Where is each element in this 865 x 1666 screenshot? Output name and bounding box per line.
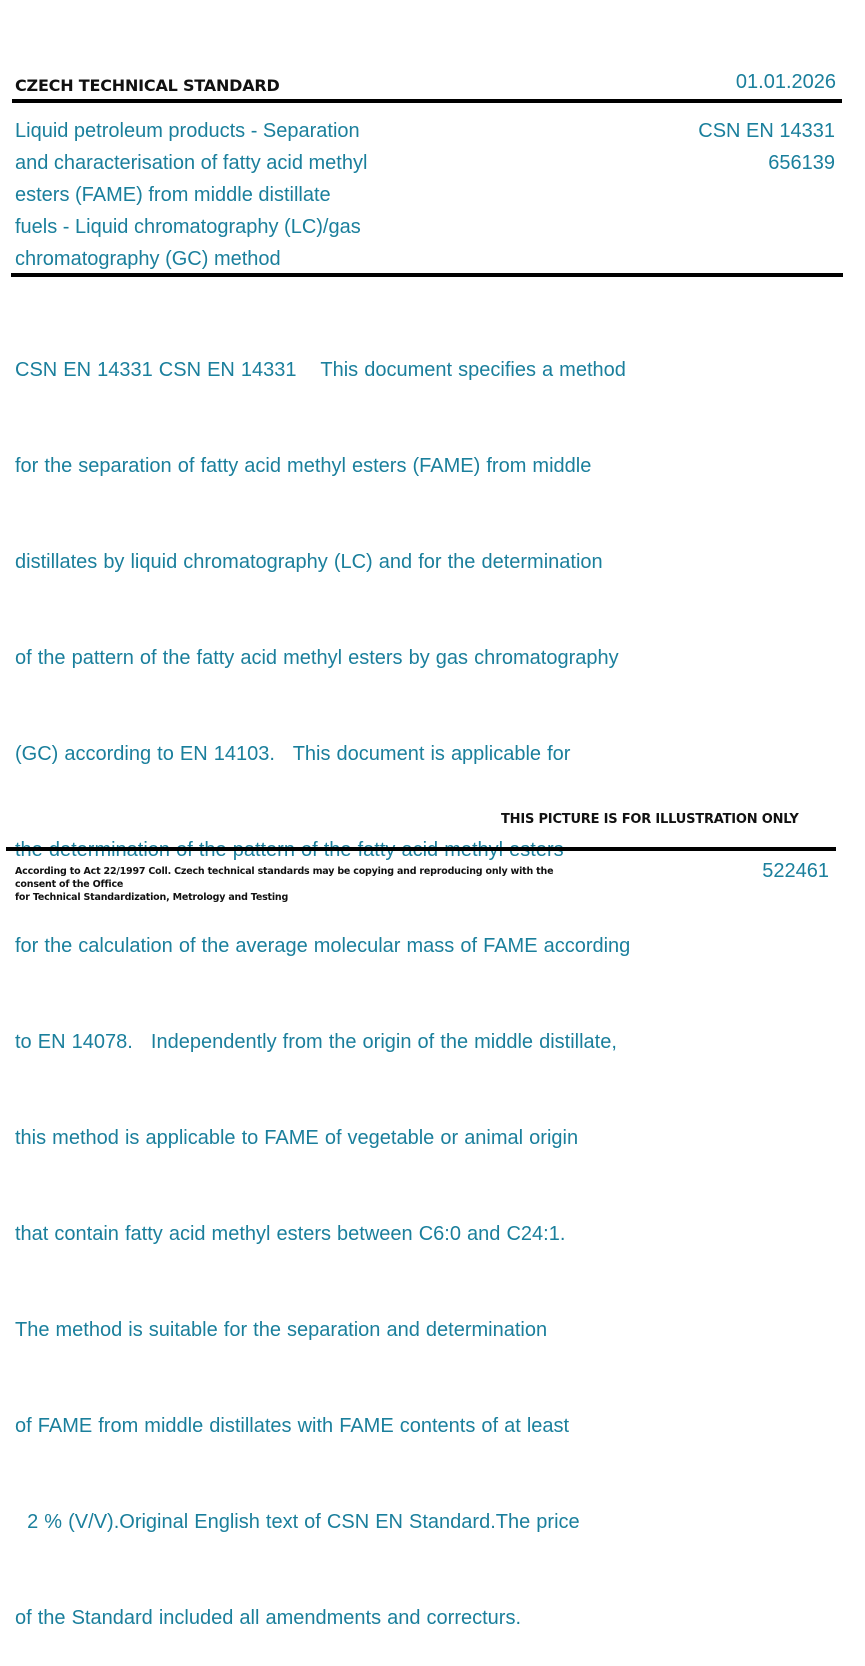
abstract-line: of FAME from middle distillates with FAME contents of at least [15, 1415, 570, 1437]
abstract-line: of the pattern of the fatty acid methyl esters by gas chromatography [15, 647, 619, 669]
abstract-line: The method is suitable for the separation and determination [15, 1319, 548, 1341]
issue-date: 01.01.2026 [735, 71, 836, 93]
standard-type-label: CZECH TECHNICAL STANDARD [15, 76, 280, 95]
abstract-line: CSN EN 14331 CSN EN 14331 This document specifies a method [15, 359, 626, 381]
abstract-text [15, 290, 680, 1666]
legal-line: for Technical Standardization, Metrology and Testing [15, 892, 289, 903]
legal-line: According to Act 22/1997 Coll. Czech technical standards may be copying and reproducing only with the consent of the Office [15, 866, 554, 890]
abstract-line: to EN 14078. Independently from the origin of the middle distillate, [15, 1031, 617, 1053]
abstract-line: for the calculation of the average molecular mass of FAME according [15, 935, 631, 957]
standard-code: CSN EN 14331 [698, 120, 835, 142]
abstract-line: distillates by liquid chromatography (LC) and for the determination [15, 551, 603, 573]
document-id: 522461 [762, 860, 829, 882]
footer-divider [6, 847, 836, 851]
title-line: esters (FAME) from middle distillate [15, 184, 331, 206]
standard-title [15, 115, 435, 275]
abstract-line: of the Standard included all amendments and correcturs. [15, 1607, 522, 1629]
standard-codes [698, 115, 835, 179]
abstract-line: for the separation of fatty acid methyl esters (FAME) from middle [15, 455, 592, 477]
illustration-note: THIS PICTURE IS FOR ILLUSTRATION ONLY [501, 812, 799, 827]
abstract-line: that contain fatty acid methyl esters between C6:0 and C24:1. [15, 1223, 566, 1245]
title-line: Liquid petroleum products - Separation [15, 120, 360, 142]
legal-notice [15, 865, 585, 904]
header-divider [12, 99, 842, 103]
abstract-line: (GC) according to EN 14103. This document is applicable for [15, 743, 571, 765]
abstract-line: 2 % (V/V).Original English text of CSN EN Standard.The price [15, 1511, 580, 1533]
title-divider [11, 273, 843, 277]
class-number: 656139 [768, 152, 835, 174]
title-line: fuels - Liquid chromatography (LC)/gas [15, 216, 361, 238]
abstract-line: this method is applicable to FAME of vegetable or animal origin [15, 1127, 579, 1149]
title-line: chromatography (GC) method [15, 248, 281, 270]
title-line: and characterisation of fatty acid methyl [15, 152, 368, 174]
